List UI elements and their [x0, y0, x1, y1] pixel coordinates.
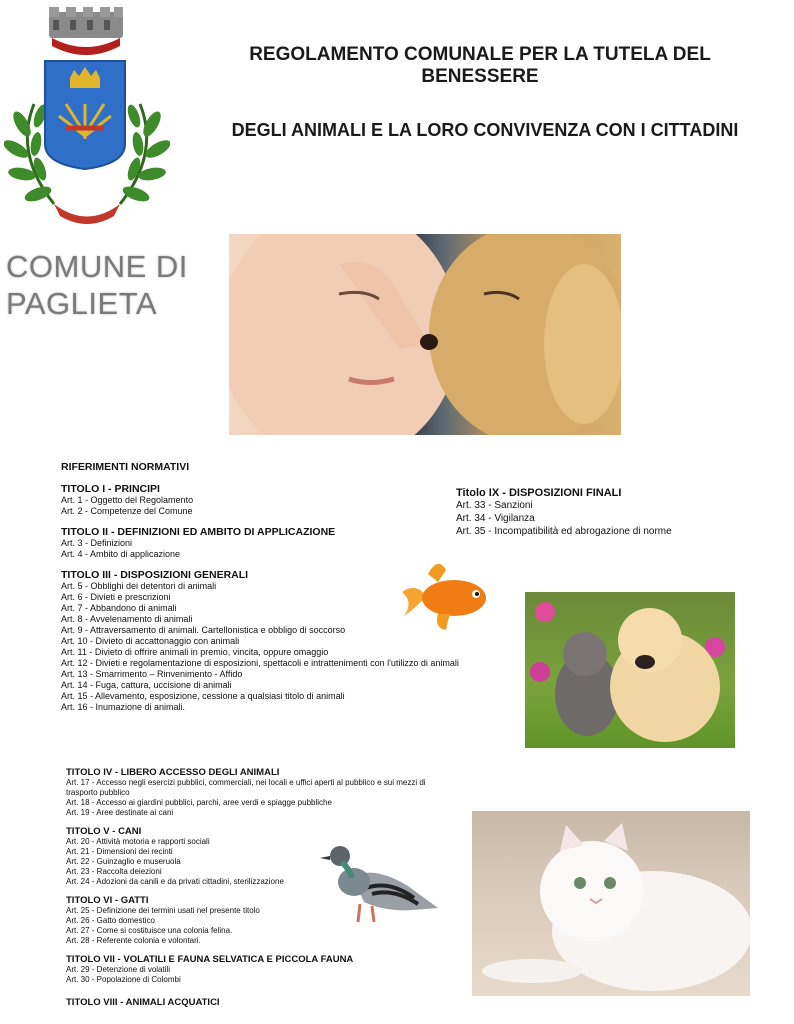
article-item: Art. 8 - Avvelenamento di animali [61, 614, 193, 624]
article-item: Art. 30 - Popolazione di Colombi [66, 975, 181, 984]
article-item: Art. 1 - Oggetto del Regolamento [61, 495, 194, 505]
goldfish-icon [398, 556, 494, 634]
article-item: Art. 35 - Incompatibilità ed abrogazione di norme [456, 526, 672, 537]
article-item: Art. 3 - Definizioni [61, 538, 133, 548]
index-right-column [456, 487, 746, 538]
municipality-line-1: COMUNE DI [6, 249, 188, 284]
section-title: TITOLO V - CANI [66, 826, 142, 837]
article-item: Art. 28 - Referente colonia e volontari. [66, 936, 201, 945]
article-item: Art. 14 - Fuga, cattura, uccisione di animali [61, 680, 232, 690]
article-item: Art. 2 - Competenze del Comune [61, 506, 193, 516]
article-item: Art. 17 - Accesso negli esercizi pubblici, commerciali, nei locali e uffici aperti al pubblico e sui mezzi di trasporto pubblico [66, 778, 426, 797]
title-line-1: REGOLAMENTO COMUNALE PER LA TUTELA DEL [249, 44, 711, 65]
municipality-name [6, 248, 188, 322]
article-item: Art. 7 - Abbandono di animali [61, 603, 177, 613]
article-item: Art. 4 - Ambito di applicazione [61, 549, 181, 559]
article-item: Art. 27 - Come si costituisce una colonia felina. [66, 926, 233, 935]
article-item: Art. 6 - Divieti e prescrizioni [61, 592, 171, 602]
section-titolo-2 [61, 526, 501, 560]
section-title: Titolo IX - DISPOSIZIONI FINALI [456, 487, 622, 499]
pigeon-icon [316, 836, 440, 928]
section-title: TITOLO IV - LIBERO ACCESSO DEGLI ANIMALI [66, 767, 280, 778]
document-title [200, 44, 760, 88]
article-item: Art. 9 - Attraversamento di animali. Cartellonistica e obbligo di soccorso [61, 625, 346, 635]
article-item: Art. 12 - Divieti e regolamentazione di esposizioni, spettacoli e intrattenimenti con l'utilizzo di animali [61, 658, 459, 668]
section-title: TITOLO II - DEFINIZIONI ED AMBITO DI APPLICAZIONE [61, 526, 336, 538]
article-item: Art. 13 - Smarrimento – Rinvenimento - Affido [61, 669, 243, 679]
section-titolo-4 [66, 767, 446, 818]
article-item: Art. 25 - Definizione dei termini usati nel presente titolo [66, 906, 260, 915]
article-item: Art. 10 - Divieto di accattonaggio con animali [61, 636, 240, 646]
article-item: Art. 11 - Divieto di offrire animali in premio, vincita, oppure omaggio [61, 647, 329, 657]
section-title: TITOLO I - PRINCIPI [61, 483, 160, 495]
section-titolo-1 [61, 483, 501, 517]
photo-white-cat [472, 811, 750, 996]
article-item: Art. 18 - Accesso ai giardini pubblici, parchi, aree verdi e spiagge pubbliche [66, 798, 332, 807]
municipality-line-2: PAGLIETA [6, 286, 158, 321]
hero-photo-child-puppy [229, 234, 621, 435]
document-subtitle: DEGLI ANIMALI E LA LORO CONVIVENZA CON I CITTADINI [231, 120, 739, 140]
municipal-crest-icon [4, 4, 170, 232]
article-item: Art. 34 - Vigilanza [456, 513, 535, 524]
index-heading: RIFERIMENTI NORMATIVI [61, 461, 190, 473]
crown-icon [49, 7, 123, 55]
article-item: Art. 26 - Gatto domestico [66, 916, 155, 925]
photo-puppy-kitten [525, 592, 735, 748]
article-item: Art. 23 - Raccolta deiezioni [66, 867, 162, 876]
article-item: Art. 21 - Dimensioni dei recinti [66, 847, 173, 856]
article-item: Art. 20 - Attività motoria e rapporti sociali [66, 837, 210, 846]
section-title: TITOLO VII - VOLATILI E FAUNA SELVATICA E PICCOLA FAUNA [66, 954, 354, 965]
article-item: Art. 24 - Adozioni da canili e da privati cittadini, sterilizzazione [66, 877, 284, 886]
section-title: TITOLO VIII - ANIMALI ACQUATICI [66, 997, 220, 1008]
article-item: Art. 29 - Detenzione di volatili [66, 965, 171, 974]
article-item: Art. 22 - Guinzaglio e museruola [66, 857, 181, 866]
article-item: Art. 19 - Aree destinate ai cani [66, 808, 174, 817]
article-item: Art. 15 - Allevamento, esposizione, cessione a qualsiasi titolo di animali [61, 691, 345, 701]
article-item: Art. 16 - Inumazione di animali. [61, 702, 186, 712]
section-titolo-7 [66, 954, 446, 985]
section-title: TITOLO III - DISPOSIZIONI GENERALI [61, 569, 249, 581]
section-titolo-8 [66, 997, 446, 1008]
section-title: TITOLO VI - GATTI [66, 895, 149, 906]
title-line-2: BENESSERE [421, 66, 539, 87]
article-item: Art. 5 - Obblighi dei detentori di animali [61, 581, 217, 591]
article-item: Art. 33 - Sanzioni [456, 500, 533, 511]
